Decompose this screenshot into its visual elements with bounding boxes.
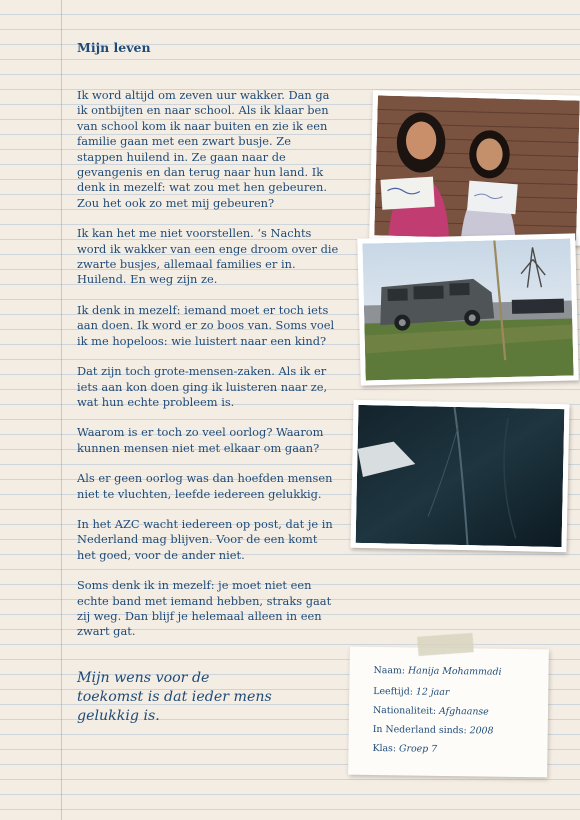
paragraph: Ik word altijd om zeven uur wakker. Dan ga ik ontbijten en naar school. Als ik klaar ben van school kom ik naar buiten en zie ik een familie gaan met een zwart busje. Ze stappen huilend in. Ze gaan naar de gevangenis en dan terug naar hun land. Ik denk in mezelf: wat zou met hen gebeuren. Zou het ook zo met mij gebeuren? xyxy=(77,88,330,210)
photo-girls-with-signs xyxy=(369,90,580,245)
paragraph: Dat zijn toch grote-mensen-zaken. Als ik er iets aan kon doen ging ik luisteren naar ze, wat hun echte probleem is. xyxy=(77,364,328,409)
story-text xyxy=(77,88,339,655)
nationality-label: Nationaliteit: xyxy=(372,704,437,717)
profile-since-row xyxy=(373,724,494,737)
class-label: Klas: xyxy=(372,742,397,755)
age-label: Leeftijd: xyxy=(373,685,413,698)
name-label: Naam: xyxy=(373,664,406,677)
nationality-value: Afghaanse xyxy=(438,705,489,718)
since-label: In Nederland sinds: xyxy=(372,723,467,737)
profile-nationality-row xyxy=(373,705,489,718)
paragraph: Soms denk ik in mezelf: je moet niet een echte band met iemand hebben, straks gaat zij weg. Dan blijf je helemaal alleen in een zwart gat. xyxy=(77,578,332,639)
paragraph: Waarom is er toch zo veel oorlog? Waarom kunnen mensen niet met elkaar om gaan? xyxy=(77,425,324,455)
photo-dark-abstract xyxy=(350,400,569,552)
profile-class-row xyxy=(372,743,437,755)
paragraph: In het AZC wacht iedereen op post, dat je in Nederland mag blijven. Voor de een komt het goed, voor de ander niet. xyxy=(77,516,333,562)
page-title: Mijn leven xyxy=(77,40,151,55)
age-value: 12 jaar xyxy=(415,686,450,699)
tape-strip xyxy=(417,633,473,656)
wish-quote: Mijn wens voor de toekomst is dat ieder mens gelukkig is. xyxy=(77,670,272,724)
name-value: Hanija Mohammadi xyxy=(407,665,502,678)
profile-name-row xyxy=(373,665,501,678)
since-value: 2008 xyxy=(469,725,494,737)
class-value: Groep 7 xyxy=(398,743,438,755)
paragraph: Als er geen oorlog was dan hoefden mensen niet te vluchten, leefde iedereen gelukkig. xyxy=(77,471,333,501)
paragraph: Ik denk in mezelf: iemand moet er toch iets aan doen. Ik word er zo boos van. Soms voel ik me hopeloos: wie luistert naar een kind? xyxy=(77,302,335,348)
profile-age-row xyxy=(373,686,449,698)
profile-card xyxy=(348,647,549,778)
photo-van-parking xyxy=(357,233,579,385)
paragraph: Ik kan het me niet voorstellen. ‘s Nachts word ik wakker van een enge droom over die zwarte busjes, allemaal families er in. Huilend. En weg zijn ze. xyxy=(77,226,339,287)
